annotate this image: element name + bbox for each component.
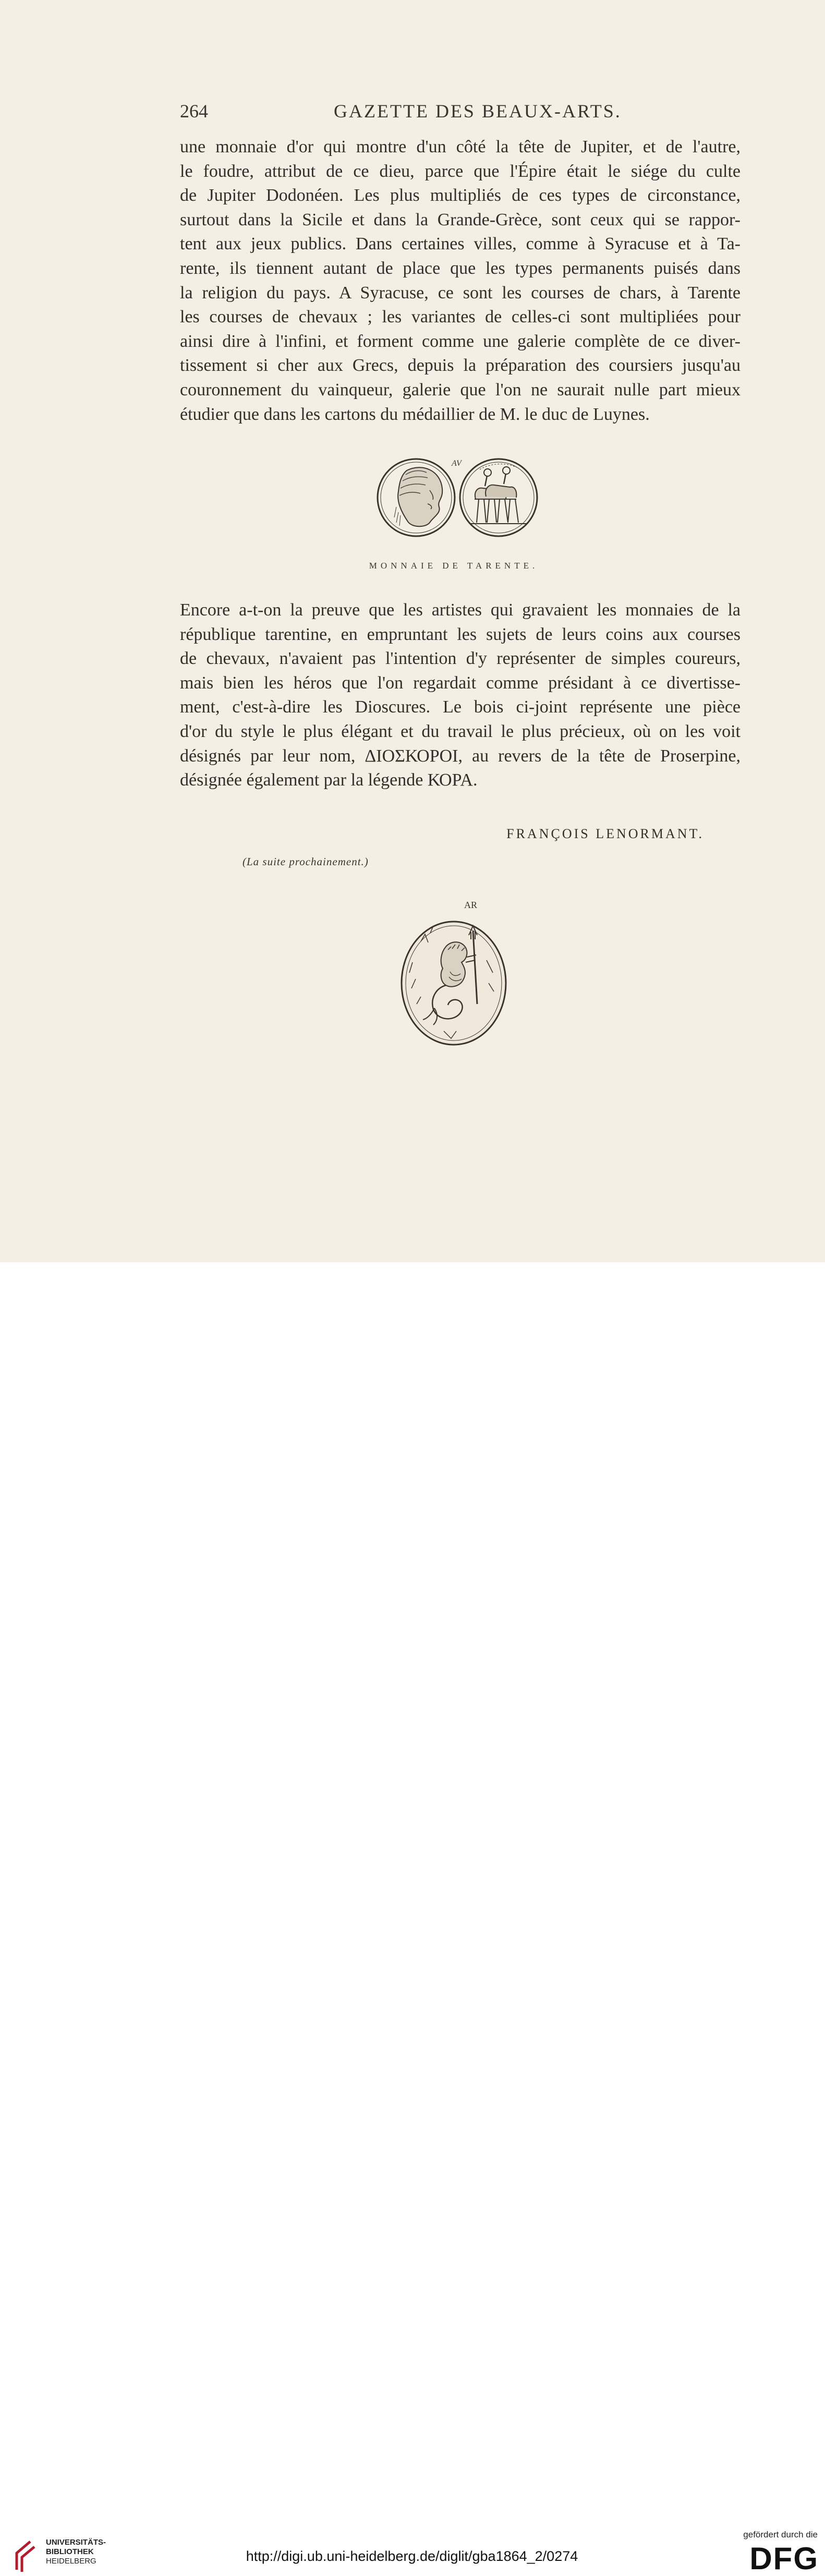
- university-library-name: [46, 2538, 129, 2566]
- journal-title: GAZETTE DES BEAUX-ARTS.: [334, 101, 622, 122]
- text-line: désignée également par la légende ΚΟΡΑ.: [180, 770, 478, 790]
- text-line: une monnaie d'or qui montre d'un côté la tête de Jupiter, et de l'autre,: [180, 137, 741, 156]
- text-line: les courses de chevaux ; les variantes de celles-ci sont multipliées pour: [180, 307, 741, 327]
- text-line: Encore a-t-on la preuve que les artistes qui gravaient les monnaies de la: [180, 600, 741, 620]
- library-line-2: BIBLIOTHEK: [46, 2547, 94, 2556]
- text-line: tissement si cher aux Grecs, depuis la préparation des coursiers jusqu'au: [180, 356, 741, 376]
- scanned-page: [0, 0, 825, 1262]
- text-line: de Jupiter Dodonéen. Les plus multipliés de ces types de circonstance,: [180, 186, 741, 205]
- paragraph-2: [180, 598, 741, 793]
- dfg-logo: DFG: [749, 2541, 819, 2576]
- metal-mark-gold: AV: [452, 459, 462, 468]
- text-line: surtout dans la Sicile et dans la Grande-Grèce, sont ceux qui se rappor-: [180, 210, 741, 229]
- funder-label: gefördert durch die: [743, 2530, 818, 2539]
- permalink-url[interactable]: http://digi.ub.uni-heidelberg.de/diglit/gba1864_2/0274: [246, 2548, 578, 2564]
- library-line-1: UNIVERSITÄTS-: [46, 2538, 106, 2547]
- text-line: ainsi dire à l'infini, et forment comme une galerie complète de ce diver-: [180, 331, 741, 351]
- figure-caption: MONNAIE DE TARENTE.: [369, 561, 539, 571]
- text-line: étudier que dans les cartons du médaillier de M. le duc de Luynes.: [180, 404, 650, 424]
- continuation-note: (La suite prochainement.): [242, 855, 369, 868]
- digitization-footer: [0, 1262, 825, 2576]
- author-signature: FRANÇOIS LENORMANT.: [506, 826, 704, 841]
- text-line: république tarentine, en empruntant les sujets de leurs coins aux courses: [180, 624, 741, 644]
- running-header: [180, 100, 741, 126]
- text-line: ment, c'est-à-dire les Dioscures. Le bois ci-joint représente une pièce: [180, 697, 741, 717]
- metal-mark-silver: AR: [464, 900, 478, 910]
- text-line: couronnement du vainqueur, galerie que l'on ne saurait nulle part mieux: [180, 380, 741, 400]
- text-line: la religion du pays. A Syracuse, ce sont les courses de chars, à Tarente: [180, 283, 741, 303]
- text-line: le foudre, attribut de ce dieu, parce que l'Épire était le siége du culte: [180, 161, 741, 181]
- coin-illustration-triton: [394, 910, 514, 1051]
- text-line: rente, ils tiennent autant de place que les types permanents puisés dans: [180, 258, 741, 278]
- text-line: d'or du style le plus élégant et du travail le plus précieux, où on les voit: [180, 721, 741, 741]
- text-line: tent aux jeux publics. Dans certaines villes, comme à Syracuse et à Ta-: [180, 234, 741, 254]
- text-line: de chevaux, n'avaient pas l'intention d'y représenter de simples coureurs,: [180, 649, 741, 669]
- text-line: désignés par leur nom, ΔΙΟΣΚΟΡΟΙ, au revers de la tête de Proserpine,: [180, 746, 741, 766]
- text-line: mais bien les héros que l'on regardait comme présidant à ce divertisse-: [180, 673, 741, 693]
- paragraph-1: [180, 135, 741, 427]
- university-library-logo-icon: [9, 2537, 41, 2574]
- library-line-3: HEIDELBERG: [46, 2557, 96, 2566]
- page-number: 264: [180, 101, 208, 122]
